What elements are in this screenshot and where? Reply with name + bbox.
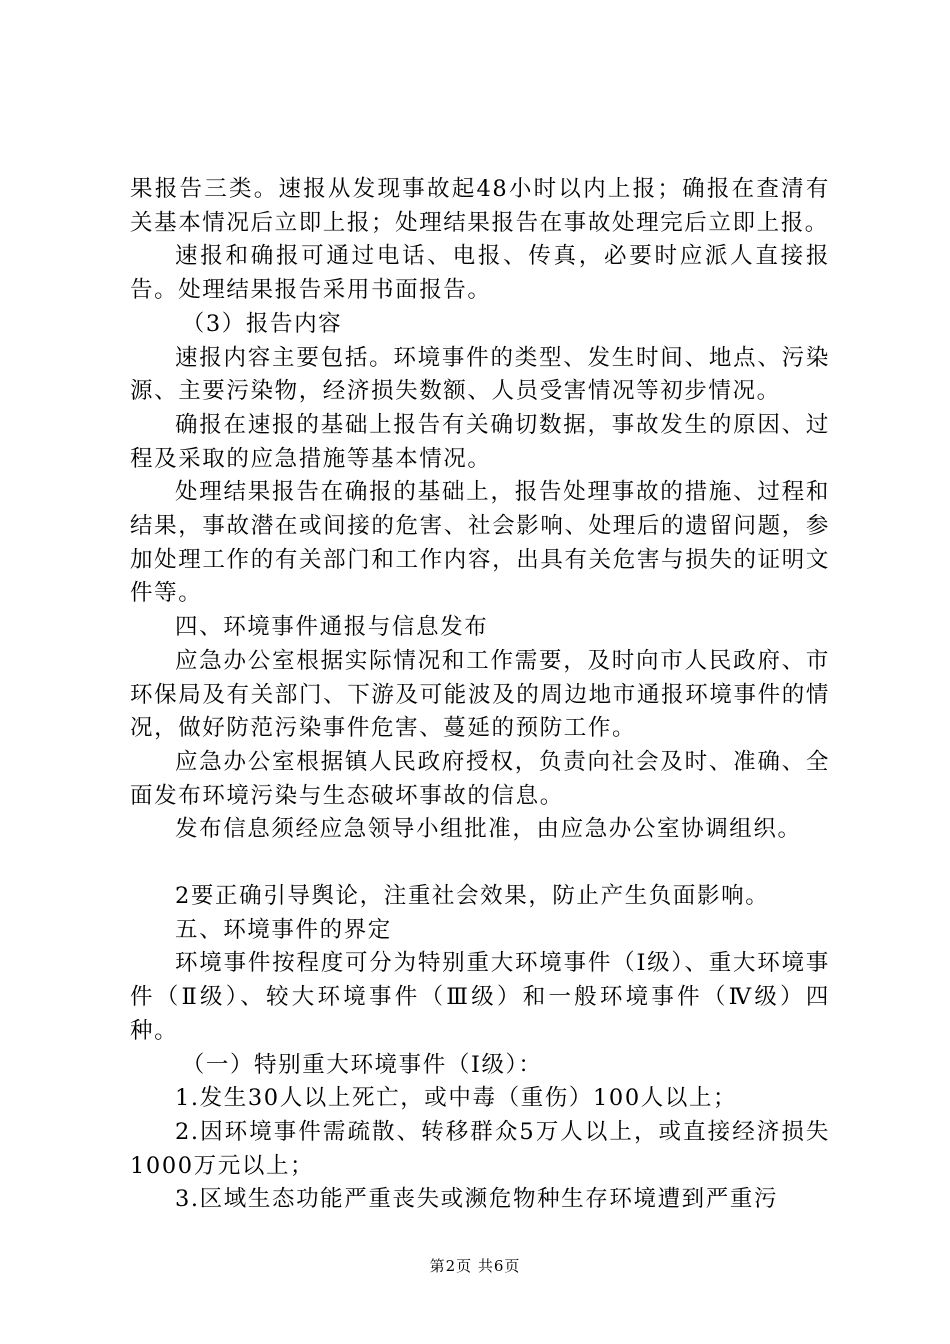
sub-heading: （一）特别重大环境事件（Ⅰ级）： xyxy=(181,1051,543,1078)
list-item: 3.区域生态功能严重丧失或濒危物种生存环境遭到严重污 xyxy=(175,1186,779,1213)
section-heading: 五、环境事件的界定 xyxy=(175,916,392,943)
blank-gap xyxy=(130,847,830,880)
section-heading: 四、环境事件通报与信息发布 xyxy=(175,614,489,641)
section-heading: （3）报告内容 xyxy=(181,310,343,337)
paragraph: 应急办公室根据镇人民政府授权，负责向社会及时、准确、全面发布环境污染与生态破坏事故的信息。 xyxy=(130,748,830,809)
list-item: 2.因环境事件需疏散、转移群众5万人以上，或直接经济损失1000万元以上； xyxy=(130,1118,830,1179)
paragraph: 发布信息须经应急领导小组批准，由应急办公室协调组织。 xyxy=(175,816,802,843)
paragraph: 处理结果报告在确报的基础上，报告处理事故的措施、过程和结果，事故潜在或间接的危害、社会影响、处理后的遗留问题，参加处理工作的有关部门和工作内容，出具有关危害与损失的证明文件等。 xyxy=(130,479,830,607)
paragraph: 果报告三类。速报从发现事故起48小时以内上报；确报在查清有关基本情况后立即上报；处理结果报告在事故处理完后立即上报。 xyxy=(130,176,830,236)
paragraph: 环境事件按程度可分为特别重大环境事件（Ⅰ级）、重大环境事件（Ⅱ级）、较大环境事件（Ⅲ级）和一般环境事件（Ⅳ级）四种。 xyxy=(130,950,830,1044)
paragraph: 速报和确报可通过电话、电报、传真，必要时应派人直接报告。处理结果报告采用书面报告。 xyxy=(130,243,830,304)
paragraph: 速报内容主要包括。环境事件的类型、发生时间、地点、污染源、主要污染物，经济损失数额、人员受害情况等初步情况。 xyxy=(130,344,830,405)
page-number-footer: 第2页 共6页 xyxy=(429,1257,521,1275)
paragraph: 确报在速报的基础上报告有关确切数据，事故发生的原因、过程及采取的应急措施等基本情况。 xyxy=(130,411,830,472)
paragraph: 2要正确引导舆论，注重社会效果，防止产生负面影响。 xyxy=(175,883,770,910)
document-body xyxy=(130,173,830,1217)
paragraph: 应急办公室根据实际情况和工作需要，及时向市人民政府、市环保局及有关部门、下游及可能波及的周边地市通报环境事件的情况，做好防范污染事件危害、蔓延的预防工作。 xyxy=(130,647,830,742)
list-item: 1.发生30人以上死亡，或中毒（重伤）100人以上； xyxy=(175,1085,738,1112)
